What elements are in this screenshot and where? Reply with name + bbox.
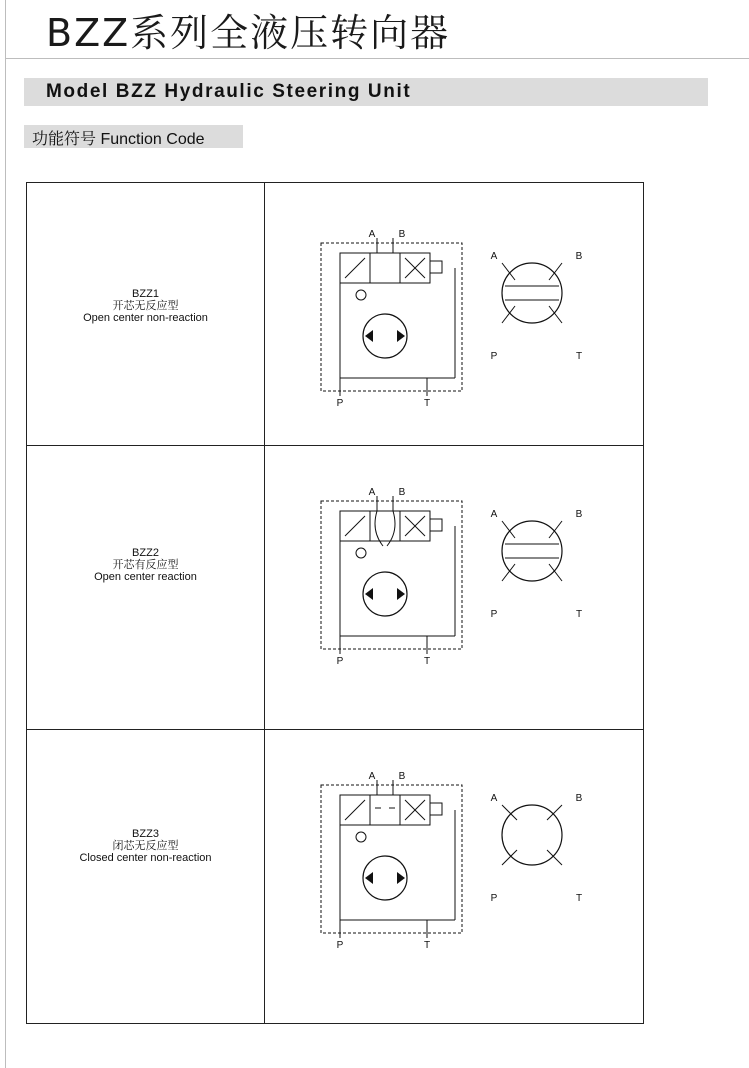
bzz3-schematic [265,770,645,970]
symbol-port-line [549,521,562,538]
port-p-label: P [336,656,344,667]
model-heading-bar [24,78,708,106]
symbol-port-line [502,521,515,538]
symbol-p-label: P [490,351,498,362]
spring-end-box [430,803,442,815]
symbol-port-line [502,263,515,280]
bzz1-schematic [265,228,645,428]
function-code-heading: 功能符号 Function Code [32,131,205,148]
title-divider [5,58,749,59]
spring-end-box [430,261,442,273]
valve-spool-block [340,795,430,825]
symbol-port-line [547,850,562,865]
port-a-label: A [368,229,376,240]
motor-arrow-right [397,330,405,342]
row-name-cn: 开芯无反应型 [112,300,179,312]
check-valve-ball [356,548,366,558]
page-left-rule [5,0,6,1068]
row-code: BZZ3 [132,828,159,840]
symbol-port-line [549,263,562,280]
symbol-t-label: T [575,893,583,904]
port-p-label: P [336,398,344,409]
port-p-label: P [336,940,344,951]
flow-arrow-line [345,258,365,278]
model-heading: Model BZZ Hydraulic Steering Unit [46,81,412,102]
flow-arrow-line [345,800,365,820]
port-b-label: B [398,229,406,240]
flow-arrow-line [345,516,365,536]
symbol-b-label: B [575,793,583,804]
symbol-port-line [549,306,562,323]
check-valve-ball [356,290,366,300]
symbol-port-line [549,564,562,581]
spring-end-box [430,519,442,531]
row-label-bzz2 [27,547,264,583]
motor-arrow-right [397,872,405,884]
table-row-divider [27,729,643,730]
symbol-port-line [547,805,562,820]
symbol-t-label: T [575,609,583,620]
row-name-en: Open center non-reaction [83,312,208,324]
function-code-bar [24,125,243,148]
motor-arrow-left [365,872,373,884]
symbol-port-line [502,564,515,581]
symbol-t-label: T [575,351,583,362]
row-name-cn: 开芯有反应型 [112,559,179,571]
valve-spool-block [340,511,430,541]
port-b-label: B [398,487,406,498]
symbol-circle [502,263,562,323]
motor-arrow-left [365,330,373,342]
valve-spool-block [340,253,430,283]
motor-arrow-right [397,588,405,600]
symbol-b-label: B [575,509,583,520]
motor-arrow-left [365,588,373,600]
symbol-circle [502,521,562,581]
row-label-bzz3 [27,828,264,864]
row-name-en: Closed center non-reaction [79,852,212,864]
symbol-a-label: A [490,251,498,262]
bzz2-schematic [265,486,645,686]
row-name-cn: 闭芯无反应型 [112,840,179,852]
row-label-bzz1 [27,288,264,324]
row-code: BZZ2 [132,547,159,559]
symbol-port-line [502,850,517,865]
symbol-port-line [502,306,515,323]
symbol-p-label: P [490,893,498,904]
row-code: BZZ1 [132,288,159,300]
port-b-label: B [398,771,406,782]
port-a-label: A [368,771,376,782]
port-t-label: T [423,398,431,409]
port-t-label: T [423,656,431,667]
enclosure-dashed-box [321,501,462,649]
symbol-p-label: P [490,609,498,620]
symbol-b-label: B [575,251,583,262]
symbol-port-line [502,805,517,820]
check-valve-ball [356,832,366,842]
page-title: BZZ系列全液压转向器 [46,11,451,55]
row-name-en: Open center reaction [94,571,197,583]
table-row-divider [27,445,643,446]
enclosure-dashed-box [321,243,462,391]
function-code-table [26,182,644,1024]
port-t-label: T [423,940,431,951]
enclosure-dashed-box [321,785,462,933]
port-a-label: A [368,487,376,498]
symbol-a-label: A [490,793,498,804]
symbol-a-label: A [490,509,498,520]
